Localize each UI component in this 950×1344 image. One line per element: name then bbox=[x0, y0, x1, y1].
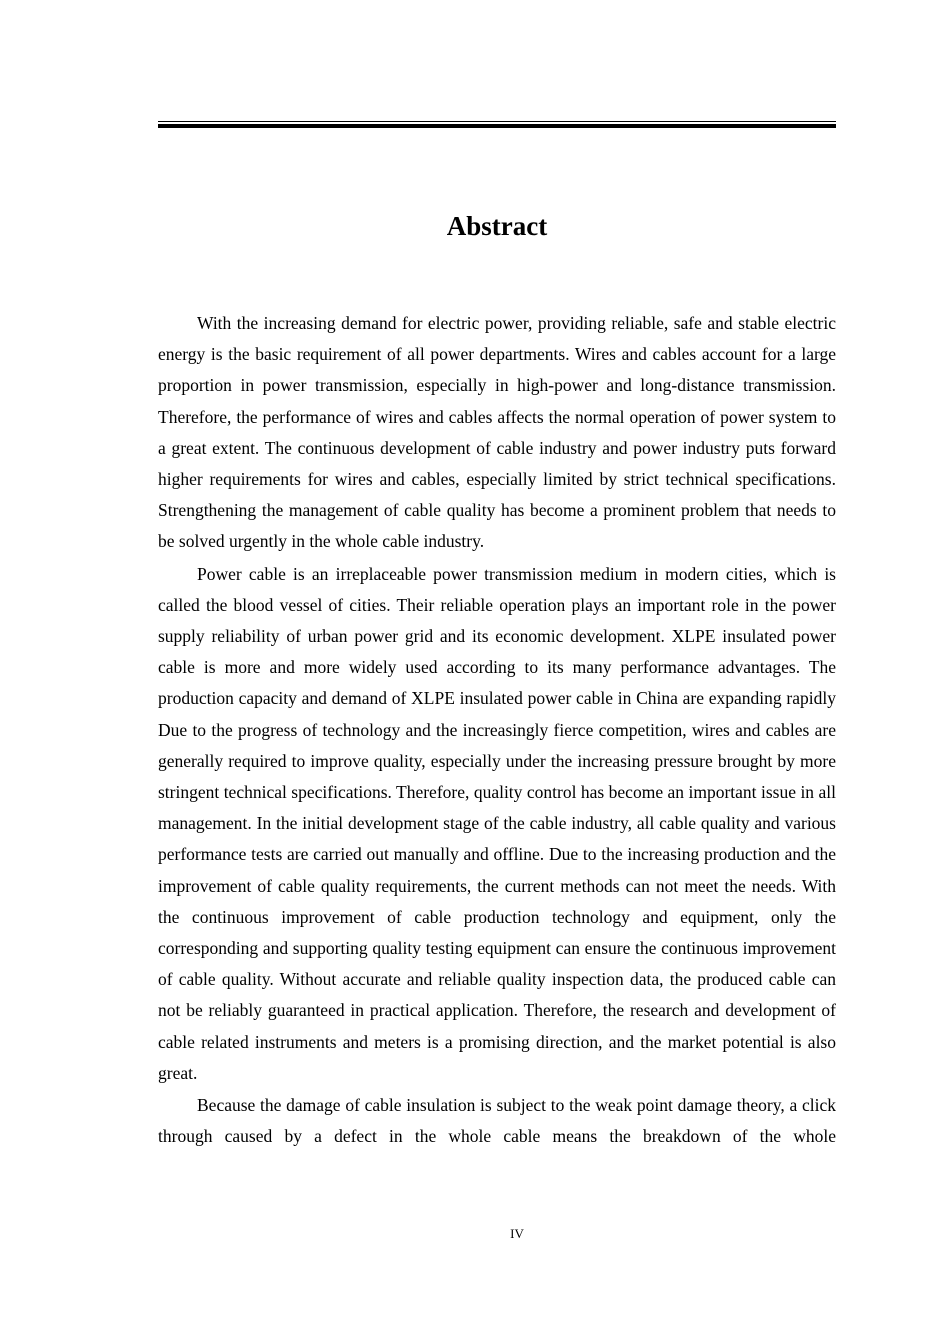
paragraph-2: Power cable is an irreplaceable power transmission medium in modern cities, which is called the blood vessel of cities. Their reliable operation plays an important role in the power supply reliability of urban power grid and its economic development. XLPE insulated power cable is more and more widely used according to its many performance advantages. The production capacity and demand of XLPE insulated power cable in China are expanding rapidly Due to the progress of technology and the increasingly fierce competition, wires and cables are generally required to improve quality, especially under the increasing pressure brought by more stringent technical specifications. Therefore, quality control has become an important issue in all management. In the initial development stage of the cable industry, all cable quality and various performance tests are carried out manually and offline. Due to the increasing production and the improvement of cable quality requirements, the current methods can not meet the needs. With the continuous improvement of cable production technology and equipment, only the corresponding and supporting quality testing equipment can ensure the continuous improvement of cable quality. Without accurate and reliable quality inspection data, the produced cable can not be reliably guaranteed in practical application. Therefore, the research and development of cable related instruments and meters is a promising direction, and the market potential is also great. bbox=[158, 563, 836, 1083]
page-title: Abstract bbox=[446, 211, 548, 241]
abstract-body bbox=[158, 308, 836, 1153]
page-number: IV bbox=[510, 1226, 524, 1241]
header-double-rule bbox=[158, 121, 836, 129]
header-thin-line bbox=[158, 121, 836, 122]
paragraph-1: With the increasing demand for electric power, providing reliable, safe and stable electric energy is the basic requirement of all power departments. Wires and cables account for a large proportion in power transmission, especially in high-power and long-distance transmission. Therefore, the performance of wires and cables affects the normal operation of power system to a great extent. The continuous development of cable industry and power industry puts forward higher requirements for wires and cables, especially limited by strict technical specifications. Strengthening the management of cable quality has become a prominent problem that needs to be solved urgently in the whole cable industry. bbox=[158, 313, 836, 552]
header-thick-line bbox=[158, 124, 836, 128]
paragraph-3: Because the damage of cable insulation is subject to the weak point damage theory, a click through caused by a defect in the whole cable means the breakdown of the whole bbox=[158, 1095, 836, 1147]
